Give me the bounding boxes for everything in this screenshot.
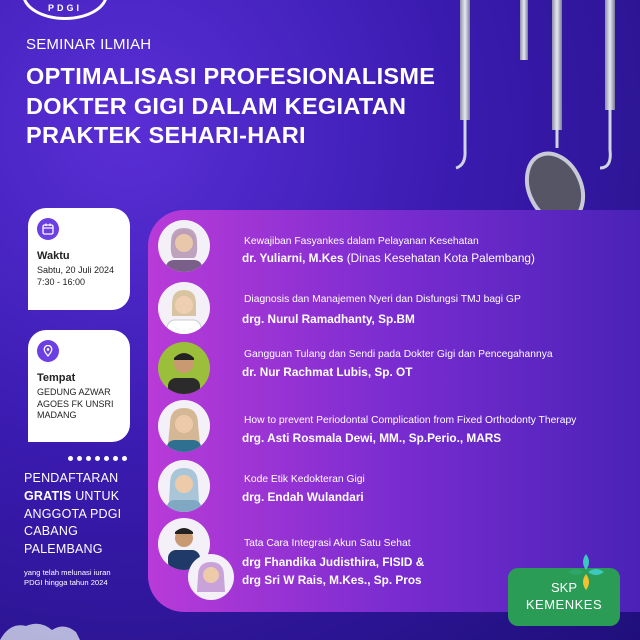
venue-line: AGOES FK UNSRI [37, 398, 114, 409]
speaker-name: drg. Asti Rosmala Dewi, MM., Sp.Perio., MARS [242, 431, 502, 445]
speaker-topic: Diagnosis dan Manajemen Nyeri dan Disfungsi TMJ bagi GP [244, 294, 521, 305]
title-line: PRAKTEK SEHARI-HARI [26, 122, 306, 149]
registration-info [24, 470, 154, 559]
speaker-name: dr. Yuliarni, M.Kes (Dinas Kesehatan Kota Palembang) [242, 251, 535, 265]
seminar-title [26, 62, 496, 151]
logo-text: PDGI [47, 3, 82, 13]
reg-line: PALEMBANG [24, 542, 103, 556]
event-time: 7:30 - 16:00 [37, 276, 86, 287]
title-line: OPTIMALISASI PROFESIONALISME [26, 63, 436, 89]
speaker-topic: Gangguan Tulang dan Sendi pada Dokter Gigi dan Pencegahannya [244, 349, 553, 360]
speaker-photo [158, 282, 210, 334]
speaker-topic: How to prevent Periodontal Complication from Fixed Orthodonty Therapy [244, 415, 577, 426]
speaker-photo [158, 220, 210, 272]
speaker-photo [158, 400, 210, 452]
pdgi-logo [22, 0, 108, 20]
registration-note: yang telah melunasi iuran PDGI hingga tahun 2024 [24, 568, 111, 588]
speaker-name: drg. Endah Wulandari [242, 490, 364, 504]
speaker-photo [188, 554, 234, 600]
badge-line: SKP [550, 580, 577, 596]
speaker-topic: Tata Cara Integrasi Akun Satu Sehat [244, 538, 411, 549]
speaker-name: drg Sri W Rais, M.Kes., Sp. Pros [242, 573, 422, 587]
venue-title: Tempat [37, 372, 76, 384]
dots-divider [68, 456, 127, 461]
free-label: GRATIS [24, 488, 72, 503]
time-card [28, 208, 130, 310]
reg-line: ANGGOTA PDGI [24, 506, 122, 521]
teeth-decoration [0, 618, 140, 640]
badge-line: KEMENKES [525, 597, 603, 612]
seminar-label: SEMINAR ILMIAH [26, 36, 152, 53]
event-date: Sabtu, 20 Juli 2024 [37, 265, 115, 275]
location-pin-icon [37, 340, 59, 362]
time-title: Waktu [37, 250, 70, 262]
speaker-name: drg. Nurul Ramadhanty, Sp.BM [242, 312, 415, 326]
kemenkes-logo-icon [566, 552, 606, 592]
speaker-topic: Kode Etik Kedokteran Gigi [244, 474, 365, 485]
reg-line: CABANG [24, 524, 78, 539]
venue-card [28, 330, 130, 442]
reg-line: GRATIS UNTUK [24, 488, 120, 503]
speaker-name: drg Fhandika Judisthira, FISID & [242, 555, 425, 569]
speaker-photo [158, 342, 210, 394]
venue-line: GEDUNG AZWAR [37, 387, 111, 397]
speaker-photo [158, 460, 210, 512]
venue-line: MADANG [37, 410, 77, 421]
reg-line: PENDAFTARAN [24, 471, 119, 485]
calendar-icon [37, 218, 59, 240]
title-line: DOKTER GIGI DALAM KEGIATAN [26, 92, 407, 119]
speaker-topic: Kewajiban Fasyankes dalam Pelayanan Kesehatan [244, 236, 479, 247]
speaker-name: dr. Nur Rachmat Lubis, Sp. OT [242, 365, 413, 379]
